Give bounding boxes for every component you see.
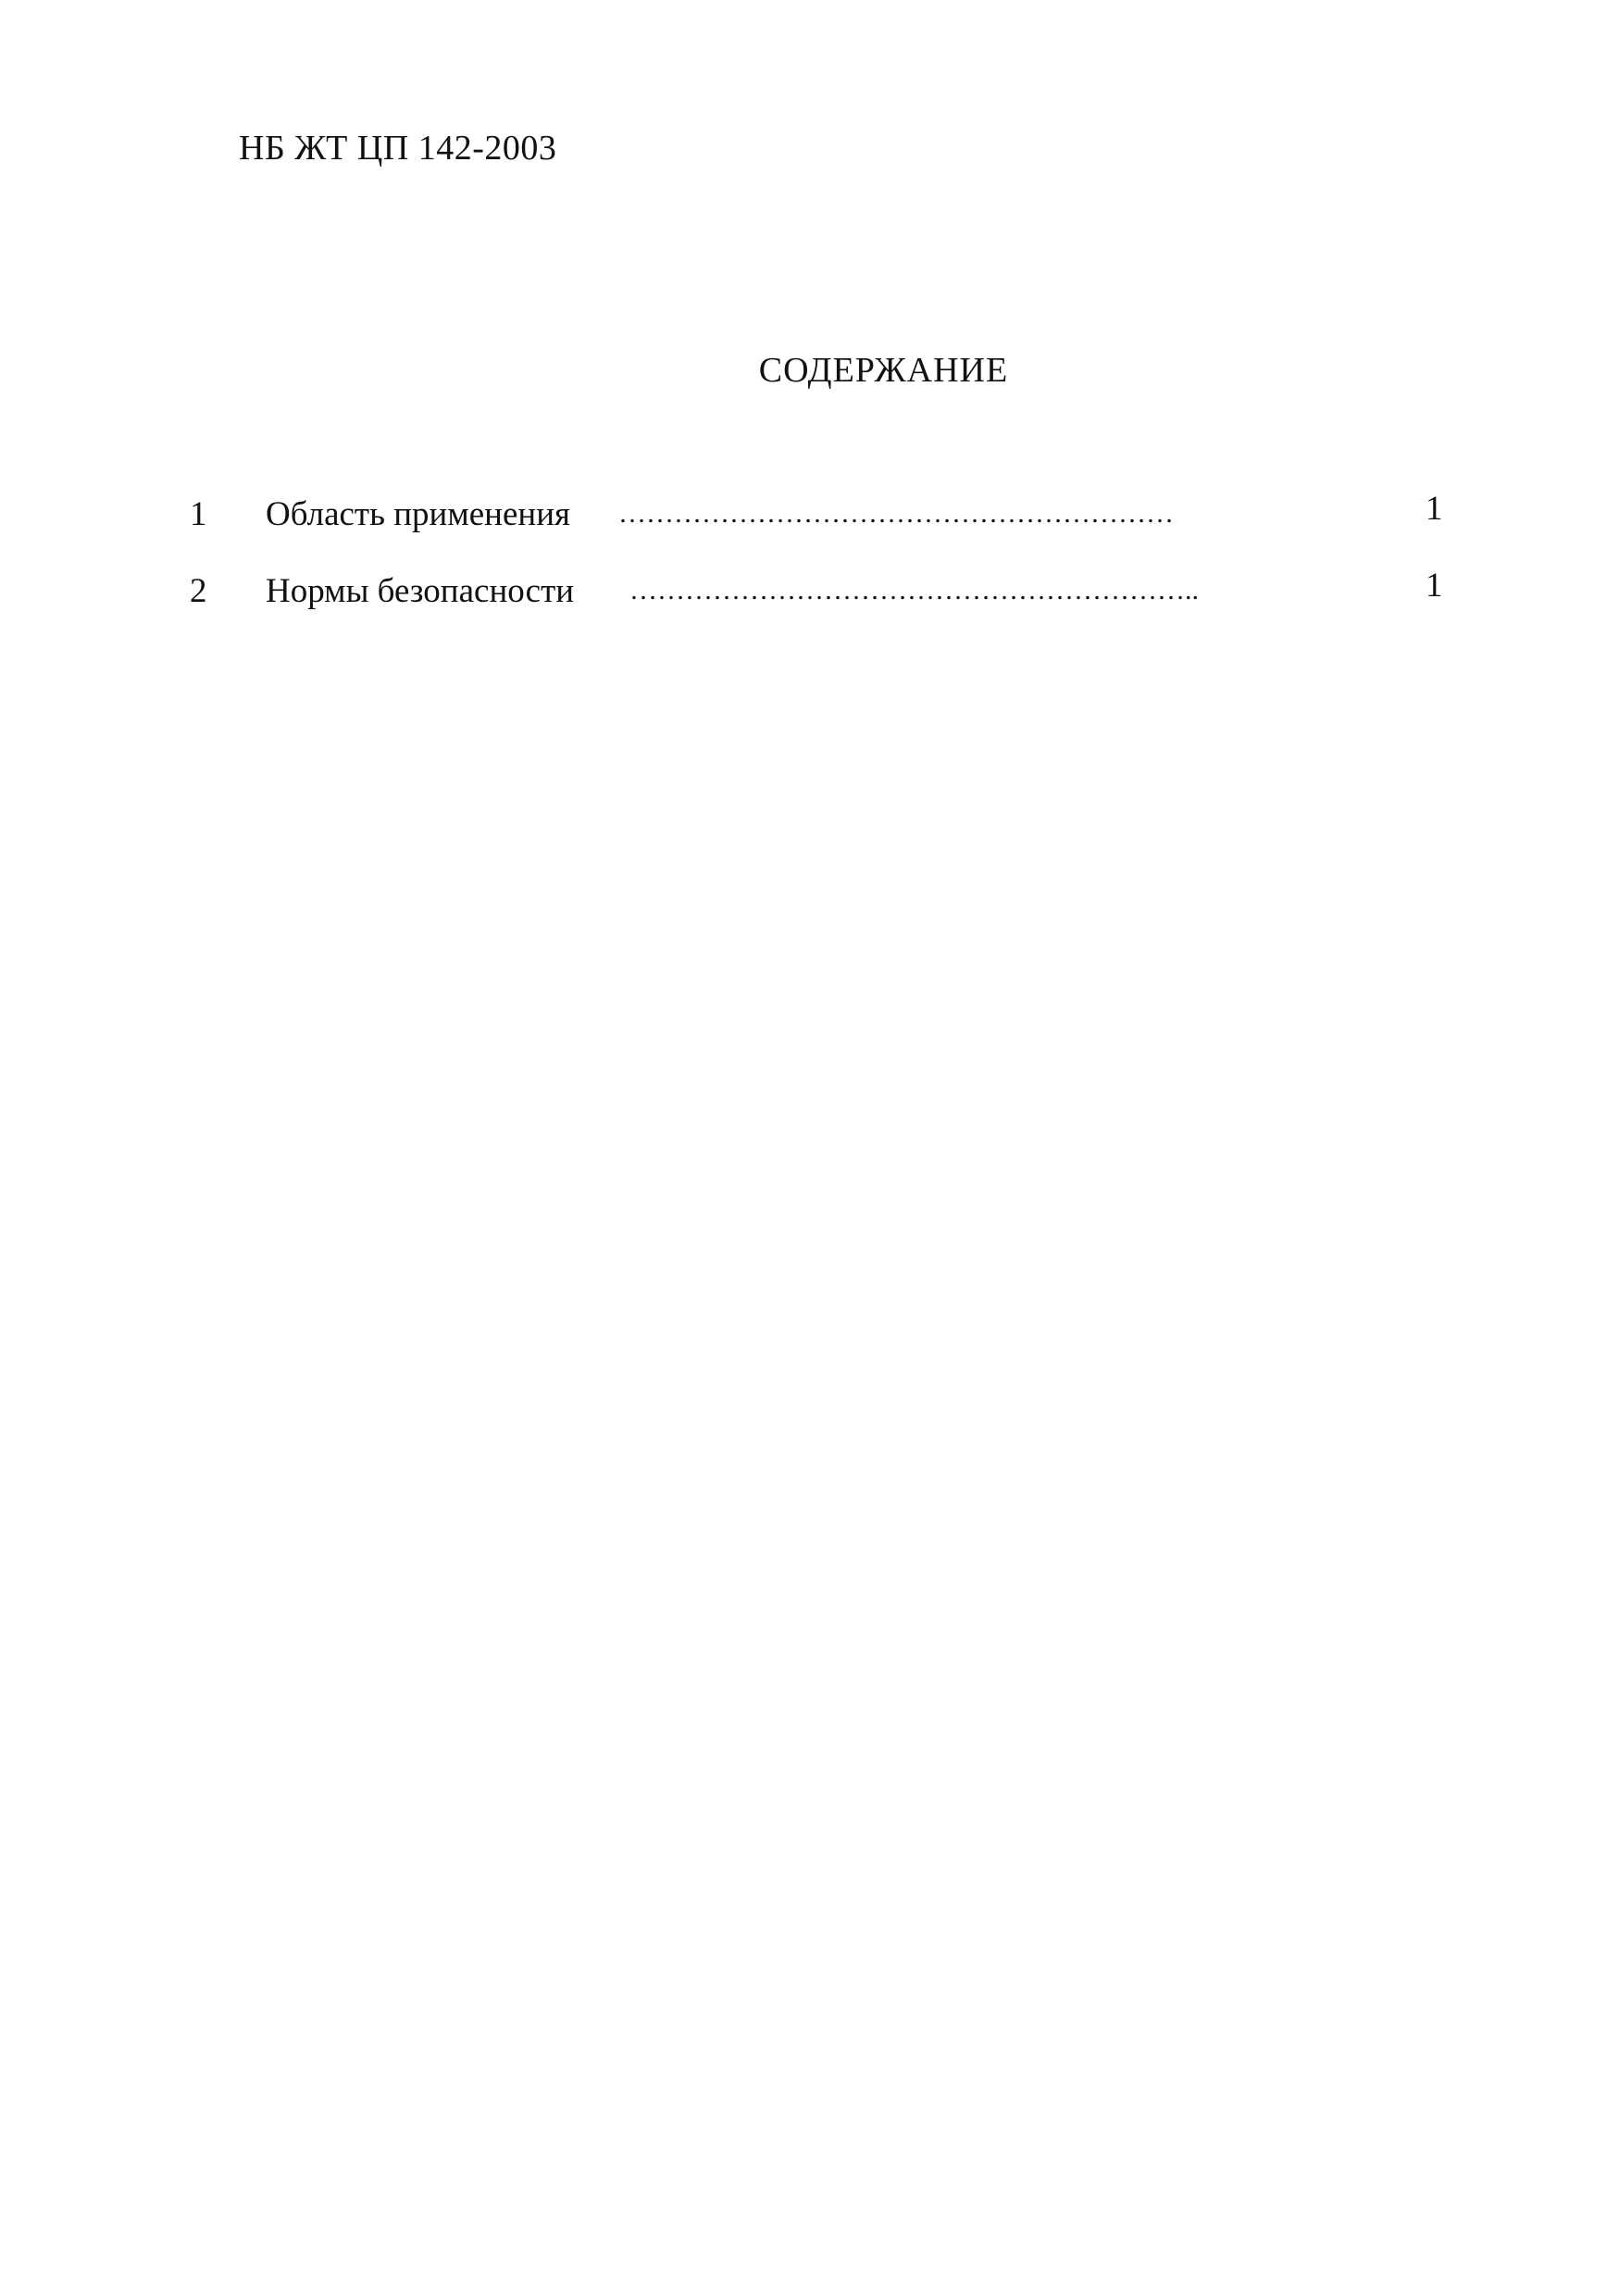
toc-list (0, 489, 1619, 674)
document-code: НБ ЖТ ЦП 142-2003 (239, 129, 557, 168)
toc-item[interactable] (0, 489, 1619, 544)
toc-title: СОДЕРЖАНИЕ (758, 351, 1009, 390)
toc-item[interactable] (0, 566, 1619, 621)
toc-item-page: 1 (1426, 490, 1443, 528)
toc-item-number: 2 (190, 572, 207, 610)
toc-dot-leader: …………………………………………………….. (629, 575, 1199, 605)
toc-item-page: 1 (1426, 567, 1443, 605)
toc-item-label: Нормы безопасности (266, 572, 575, 610)
toc-dot-leader: …………………………………………………… (618, 498, 1174, 529)
toc-item-number: 1 (190, 495, 207, 533)
toc-item-label: Область применения (266, 495, 571, 533)
